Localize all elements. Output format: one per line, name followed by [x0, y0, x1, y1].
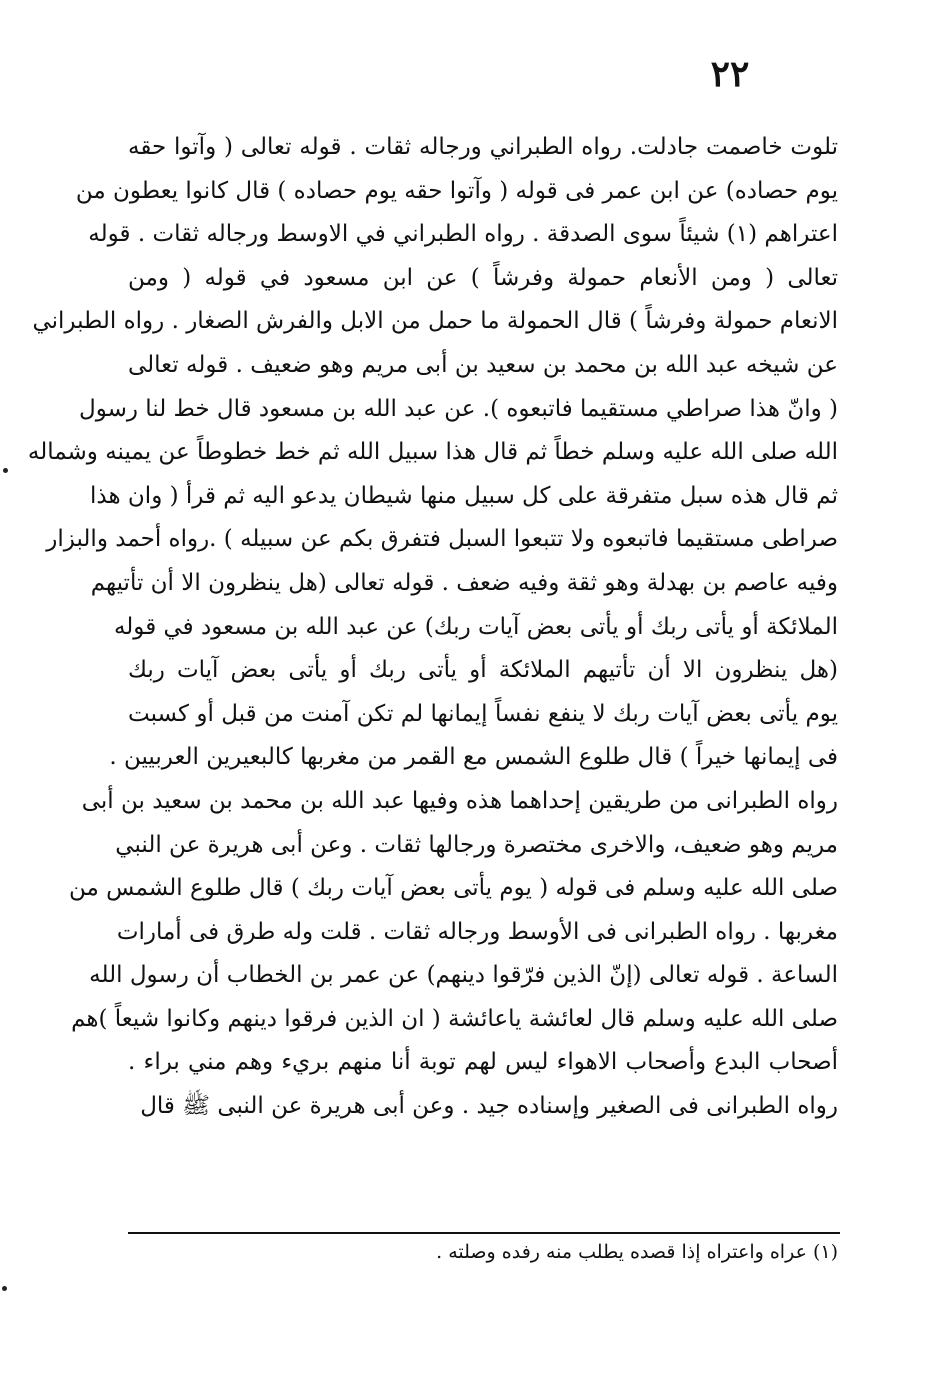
text-line: ( وانّ هذا صراطي مستقيما فاتبعوه ). عن عبد الله بن مسعود قال خط لنا رسول	[79, 395, 838, 422]
text-line: أصحاب البدع وأصحاب الاهواء ليس لهم توبة أنا منهم بريء وهم مني براء .	[128, 1049, 838, 1076]
text-line: تلوت خاصمت جادلت. رواه الطبراني ورجاله ثقات . قوله تعالى ( وآتوا حقه	[128, 134, 838, 160]
text-line: يوم يأتى بعض آيات ربك لا ينفع نفساً إيمانها لم تكن آمنت من قبل أو كسبت	[128, 700, 838, 727]
text-line: فى إيمانها خيراً ) قال طلوع الشمس مع القمر من مغربها كالبعيرين العربيين .	[109, 744, 838, 771]
text-line: عن شيخه عبد الله بن محمد بن سعيد بن أبى مريم وهو ضعيف . قوله تعالى	[128, 351, 838, 378]
text-line: يوم حصاده) عن ابن عمر فى قوله ( وآتوا حقه يوم حصاده ) قال كانوا يعطون من	[75, 177, 838, 204]
text-line: الساعة . قوله تعالى (إنّ الذين فرّقوا دينهم) عن عمر بن الخطاب أن رسول الله	[89, 962, 838, 989]
text-line: ثم قال هذه سبل متفرقة على كل سبيل منها شيطان يدعو اليه ثم قرأ ( وان هذا	[90, 482, 838, 509]
text-line: اعتراهم (١) شيئاً سوى الصدقة . رواه الطبراني في الاوسط ورجاله ثقات . قوله	[88, 221, 838, 248]
text-line: رواه الطبرانى فى الصغير وإسناده جيد . وعن أبى هريرة عن النبى ﷺ قال	[140, 1093, 838, 1120]
scan-speck	[3, 468, 8, 473]
text-line: صلى الله عليه وسلم قال لعائشة ياعائشة ( ان الذين فرقوا دينهم وكانوا شيعاً )هم	[71, 1005, 838, 1032]
text-line: صراطى مستقيما فاتبعوه ولا تتبعوا السبل فتفرق بكم عن سبيله ) .رواه أحمد والبزار	[46, 526, 838, 553]
text-line: (هل ينظرون الا أن تأتيهم الملائكة أو يأتى ربك أو يأتى بعض آيات ربك	[128, 657, 838, 684]
text-line: صلى الله عليه وسلم فى قوله ( يوم يأتى بعض آيات ربك ) قال طلوع الشمس من	[69, 875, 838, 902]
text-line: الانعام حمولة وفرشاً ) قال الحمولة ما حمل من الابل والفرش الصغار . رواه الطبراني	[32, 308, 838, 335]
text-line: تعالى ( ومن الأنعام حمولة وفرشاً ) عن ابن مسعود في قوله ( ومن	[128, 264, 838, 291]
footnote: (١) عراه واعتراه إذا قصده يطلب منه رفده وصلته .	[436, 1241, 838, 1263]
scan-speck	[2, 1286, 7, 1291]
main-text-block	[27, 126, 838, 1129]
text-line: مريم وهو ضعيف، والاخرى مختصرة ورجالها ثقات . وعن أبى هريرة عن النبي	[115, 831, 838, 858]
text-line: رواه الطبرانى من طريقين إحداهما هذه وفيها عبد الله بن محمد بن سعيد بن أبى	[81, 787, 838, 814]
text-line: الملائكة أو يأتى ربك أو يأتى بعض آيات ربك) عن عبد الله بن مسعود في قوله	[113, 613, 838, 640]
text-line: وفيه عاصم بن بهدلة وهو ثقة وفيه ضعف . قوله تعالى (هل ينظرون الا أن تأتيهم	[90, 569, 838, 596]
text-line: الله صلى الله عليه وسلم خطاً ثم قال هذا سبيل الله ثم خط خطوطاً عن يمينه وشماله	[27, 439, 838, 466]
text-line: مغربها . رواه الطبرانى فى الأوسط ورجاله ثقات . قلت وله طرق فى أمارات	[116, 918, 838, 945]
page-number: ٢٢	[710, 53, 750, 95]
